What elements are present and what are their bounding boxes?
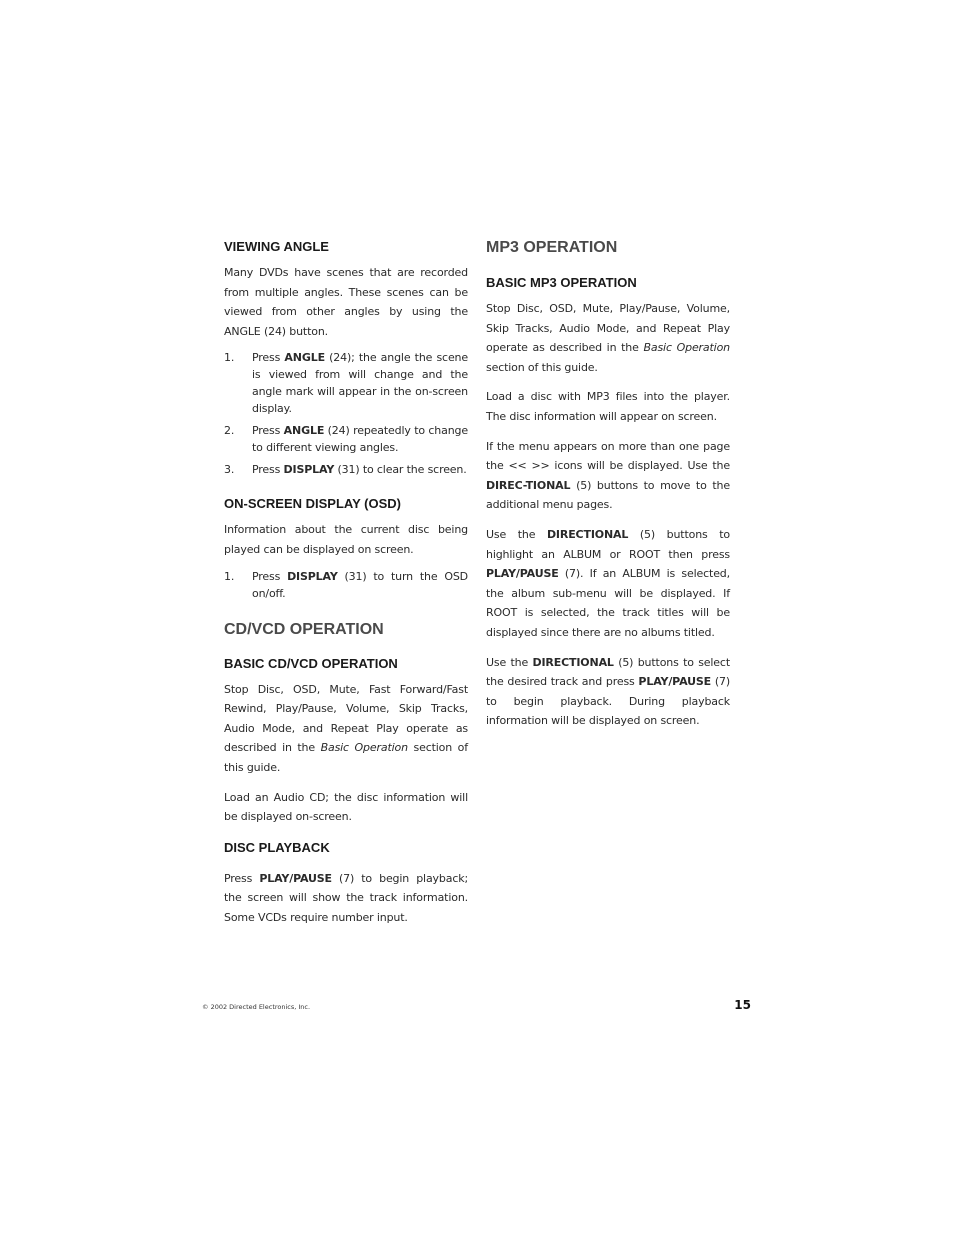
list-item — [224, 461, 468, 478]
basic-mp3-heading: BASIC MP3 OPERATION — [486, 275, 637, 290]
step-number: 2. — [224, 424, 235, 438]
mp3-paragraph-3: If the menu appears on more than one page the << >> icons will be displayed. Use the DIREC-TIONAL (5) buttons to move to the additional menu pages. — [486, 439, 730, 512]
mp3-heading: MP3 OPERATION — [486, 239, 618, 256]
step-number: 3. — [224, 463, 235, 477]
step-number: 1. — [224, 351, 235, 365]
basic-cd-vcd-heading: BASIC CD/VCD OPERATION — [224, 655, 398, 671]
list-item — [224, 568, 468, 602]
left-column — [224, 236, 468, 928]
osd-intro: Information about the current disc being played can be displayed on screen. — [224, 523, 468, 556]
list-item — [224, 349, 468, 417]
mp3-paragraph-5: Use the DIRECTIONAL (5) buttons to select the desired track and press PLAY/PAUSE (7) to begin playback. During playback information will be displayed on screen. — [486, 655, 730, 728]
step-text: Press DISPLAY (31) to turn the OSD on/off. — [252, 569, 468, 600]
mp3-paragraph-4: Use the DIRECTIONAL (5) buttons to highlight an ALBUM or ROOT then press PLAY/PAUSE (7). If an ALBUM is selected, the album sub-menu will be displayed. If ROOT is selected, the track titles will be displayed since there are no albums titled. — [486, 527, 730, 639]
disc-playback-heading: DISC PLAYBACK — [224, 839, 330, 855]
mp3-paragraph-2: Load a disc with MP3 files into the player. The disc information will appear on screen. — [486, 390, 730, 423]
right-column — [486, 236, 730, 731]
osd-steps — [224, 568, 468, 602]
copyright-notice: © 2002 Directed Electronics, Inc. — [202, 1003, 311, 1011]
cd-vcd-paragraph-1: Stop Disc, OSD, Mute, Fast Forward/Fast Rewind, Play/Pause, Volume, Skip Tracks, Audio Mode, and Repeat Play operate as described in the Basic Operation section of this guide. — [224, 682, 468, 774]
page-number: 15 — [734, 998, 751, 1012]
step-text: Press DISPLAY (31) to clear the screen. — [252, 463, 467, 477]
list-item — [224, 422, 468, 456]
viewing-angle-steps — [224, 349, 468, 478]
step-text: Press ANGLE (24) repeatedly to change to different viewing angles. — [252, 424, 468, 455]
cd-vcd-heading: CD/VCD OPERATION — [224, 620, 384, 638]
osd-heading: ON-SCREEN DISPLAY (OSD) — [224, 496, 401, 512]
step-text: Press ANGLE (24); the angle the scene is viewed from will change and the angle mark will appear in the on-screen display. — [252, 351, 468, 416]
cd-vcd-paragraph-2: Load an Audio CD; the disc information will be displayed on-screen. — [224, 790, 468, 824]
step-number: 1. — [224, 569, 235, 583]
mp3-paragraph-1: Stop Disc, OSD, Mute, Play/Pause, Volume, Skip Tracks, Audio Mode, and Repeat Play operate as described in the Basic Operation section of this guide. — [486, 302, 730, 374]
viewing-angle-intro: Many DVDs have scenes that are recorded from multiple angles. These scenes can be viewed from other angles by using the ANGLE (24) button. — [224, 266, 468, 338]
disc-playback-paragraph: Press PLAY/PAUSE (7) to begin playback; the screen will show the track information. Some VCDs require number input. — [224, 871, 469, 924]
viewing-angle-heading: VIEWING ANGLE — [224, 239, 329, 254]
